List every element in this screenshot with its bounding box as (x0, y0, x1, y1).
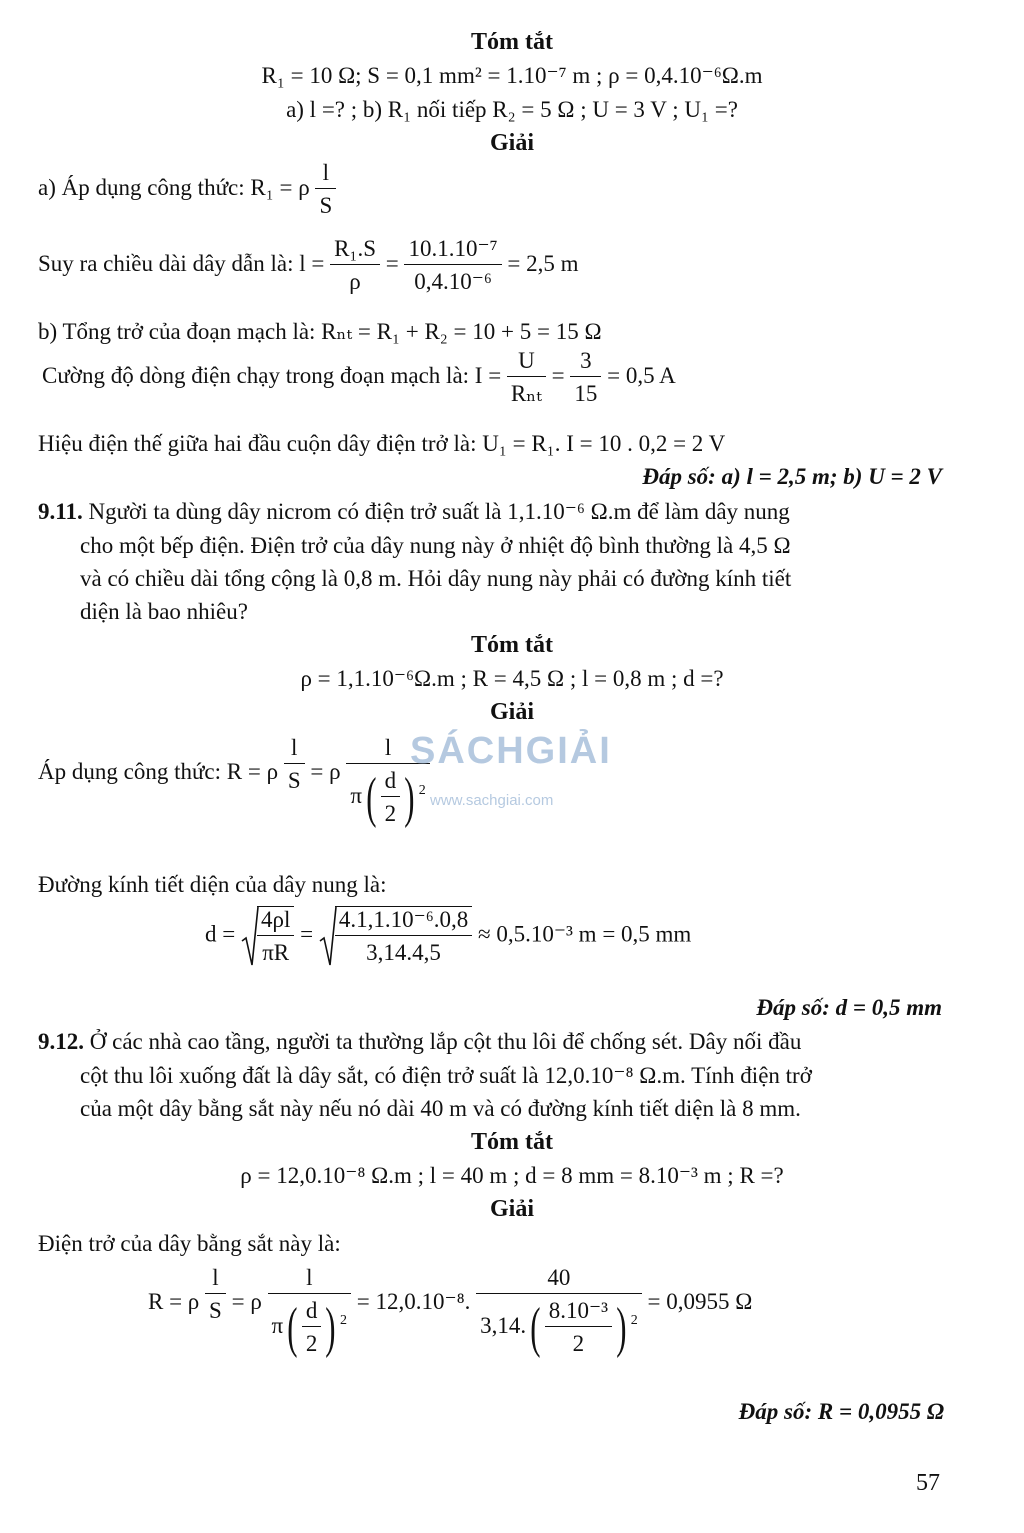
denominator: π( $\frac{d}{2}$ ) $^2$ (271, 1296, 347, 1359)
fraction (315, 160, 336, 219)
operator: = ρ (310, 759, 341, 784)
formula-line: d = $\frac{4\rho l}{\pi R}$ = $\frac{\text{4.1,1.10⁻⁶.0,8}}{3,14.4,5}$ ≈ 0,5.10⁻³ m = 0,5 mm (205, 907, 692, 965)
summary-title: Tóm tắt (471, 1129, 553, 1155)
denominator: 3,14.4,5 (366, 940, 441, 965)
operator: = 12,0.10⁻⁸. (356, 1289, 471, 1314)
given-line: ρ = 1,1.10⁻⁶Ω.m ; R = 4,5 Ω ; l = 0,8 m ; d =? (300, 666, 724, 691)
formula-line: Suy ra chiều dài dây dẫn là: l = $\frac{\text{R₁.S}}{\rho}$ = $\frac{\text{10.1.10⁻⁷}}{\text{0,4.10⁻⁶}}$ = 2,5 m (38, 236, 579, 294)
formula-label: a) Áp dụng công thức: R₁ = ρ (38, 174, 310, 200)
pi-symbol: π (271, 1312, 284, 1338)
answer-line: Đáp số: d = 0,5 mm (756, 995, 942, 1020)
pi-symbol: π (350, 782, 362, 808)
problem-number: 9.11. (38, 499, 83, 524)
denominator: Rₙₜ (510, 381, 542, 406)
solution-title: Giải (489, 130, 534, 156)
numerator: 4ρl (257, 907, 294, 936)
numerator: l (284, 735, 305, 764)
numerator: 8.10⁻³ (545, 1298, 612, 1327)
formula-line: b) Tổng trở của đoạn mạch là: Rₙₜ = R₁ + R₂ = 10 + 5 = 15 Ω (38, 319, 602, 344)
result: ≈ 0,5.10⁻³ m = 0,5 mm (478, 921, 692, 947)
page-number: 57 (916, 1470, 940, 1496)
fraction (404, 236, 501, 295)
answer-line: Đáp số: a) l = 2,5 m; b) U = 2 V (642, 464, 942, 489)
formula-line: Hiệu điện thế giữa hai đầu cuộn dây điện trở là: U₁ = R₁. I = 10 . 0,2 = 2 V (38, 431, 726, 456)
denominator: 2 (305, 1331, 318, 1356)
summary-title: Tóm tắt (471, 632, 553, 658)
problem-text (38, 500, 790, 523)
square-root (241, 905, 294, 967)
formula-label: R = ρ (148, 1289, 200, 1314)
result: = 0,0955 Ω (647, 1289, 753, 1314)
numerator: l (315, 160, 336, 189)
denominator: π( $\frac{d}{2}$ ) $^2$ (350, 766, 426, 829)
fraction (545, 1298, 612, 1357)
denominator: 2 (384, 801, 397, 826)
fraction (570, 348, 601, 407)
result: = 2,5 m (507, 250, 579, 276)
numerator: l (268, 1265, 351, 1294)
formula-line (148, 1265, 752, 1357)
fraction (330, 236, 380, 295)
square-root (319, 905, 472, 967)
coefficient: 3,14. (480, 1312, 527, 1338)
formula-line (38, 160, 336, 219)
formula-label: Cường độ dòng điện chạy trong đoạn mạch là: I = (42, 362, 502, 388)
fraction (302, 1298, 322, 1357)
problem-line: cho một bếp điện. Điện trở của dây nung này ở nhiệt độ bình thường là 4,5 Ω (80, 533, 791, 558)
numerator: U (507, 348, 546, 377)
numerator: 10.1.10⁻⁷ (404, 236, 501, 265)
problem-line: và có chiều dài tổng cộng là 0,8 m. Hỏi dây nung này phải có đường kính tiết (80, 566, 792, 591)
problem-line: Ở các nhà cao tầng, người ta thường lắp cột thu lôi để chống sét. Dây nối đầu (89, 1029, 802, 1054)
problem-line: của một dây bằng sắt này nếu nó dài 40 m và có đường kính tiết diện là 8 mm. (80, 1096, 801, 1121)
denominator: S (209, 1298, 222, 1323)
fraction (205, 1265, 226, 1324)
operator: = ρ (231, 1289, 262, 1314)
formula-label: Điện trở của dây bằng sắt này là: (38, 1231, 341, 1256)
fraction (268, 1265, 351, 1357)
solution-title: Giải (489, 1196, 534, 1222)
denominator: S (319, 193, 333, 218)
denominator: 0,4.10⁻⁶ (414, 269, 492, 294)
problem-text (38, 1030, 801, 1053)
result: = 0,5 A (607, 362, 676, 388)
summary-title: Tóm tắt (471, 29, 553, 55)
solution-title: Giải (489, 699, 534, 725)
numerator: l (346, 735, 429, 764)
problem-line: diện là bao nhiêu? (80, 599, 248, 624)
problem-number: 9.12. (38, 1029, 84, 1054)
denominator: πR (262, 940, 290, 965)
fraction (507, 348, 546, 407)
numerator: 40 (476, 1265, 642, 1294)
formula-line: Cường độ dòng điện chạy trong đoạn mạch là: I = $\frac{U}{\text{Rₙₜ}}$ = $\frac{3}{15}$ = 0,5 A (42, 348, 676, 406)
numerator: d (381, 768, 401, 797)
numerator: 4.1,1.10⁻⁶.0,8 (335, 907, 472, 936)
problem-line: Người ta dùng dây nicrom có điện trở suất là 1,1.10⁻⁶ Ω.m để làm dây nung (88, 499, 790, 524)
denominator: S (287, 768, 301, 793)
numerator: R₁.S (330, 236, 380, 265)
numerator: l (205, 1265, 226, 1294)
numerator: 3 (570, 348, 601, 377)
answer-line: Đáp số: R = 0,0955 Ω (738, 1399, 944, 1424)
denominator: 3,14.( $\frac{\text{8.10⁻³}}{2}$ ) $^2$ (480, 1296, 638, 1359)
formula-label: Đường kính tiết diện của dây nung là: (38, 872, 387, 897)
watermark-brand: SÁCHGIẢI (410, 730, 612, 772)
given-line: R₁ = 10 Ω; S = 0,1 mm² = 1.10⁻⁷ m ; ρ = 0,4.10⁻⁶Ω.m (261, 63, 763, 88)
watermark-logo (410, 730, 612, 809)
given-line: ρ = 12,0.10⁻⁸ Ω.m ; l = 40 m ; d = 8 mm = 8.10⁻³ m ; R =? (240, 1163, 784, 1188)
denominator: 2 (572, 1331, 585, 1356)
numerator: d (302, 1298, 322, 1327)
formula-label: Suy ra chiều dài dây dẫn là: l = (38, 250, 325, 276)
fraction (284, 735, 305, 794)
fraction (381, 768, 401, 827)
denominator: ρ (349, 269, 361, 294)
watermark-url: www.sachgiai.com (430, 792, 554, 809)
problem-line: cột thu lôi xuống đất là dây sắt, có điện trở suất là 12,0.10⁻⁸ Ω.m. Tính điện trở (80, 1063, 812, 1088)
formula-line (38, 735, 430, 827)
fraction (476, 1265, 642, 1357)
denominator: 15 (574, 381, 598, 406)
formula-label: Áp dụng công thức: R = ρ (38, 759, 279, 784)
given-line: a) l =? ; b) R₁ nối tiếp R₂ = 5 Ω ; U = 3 V ; U₁ =? (286, 97, 738, 122)
formula-label: d = (205, 921, 236, 947)
